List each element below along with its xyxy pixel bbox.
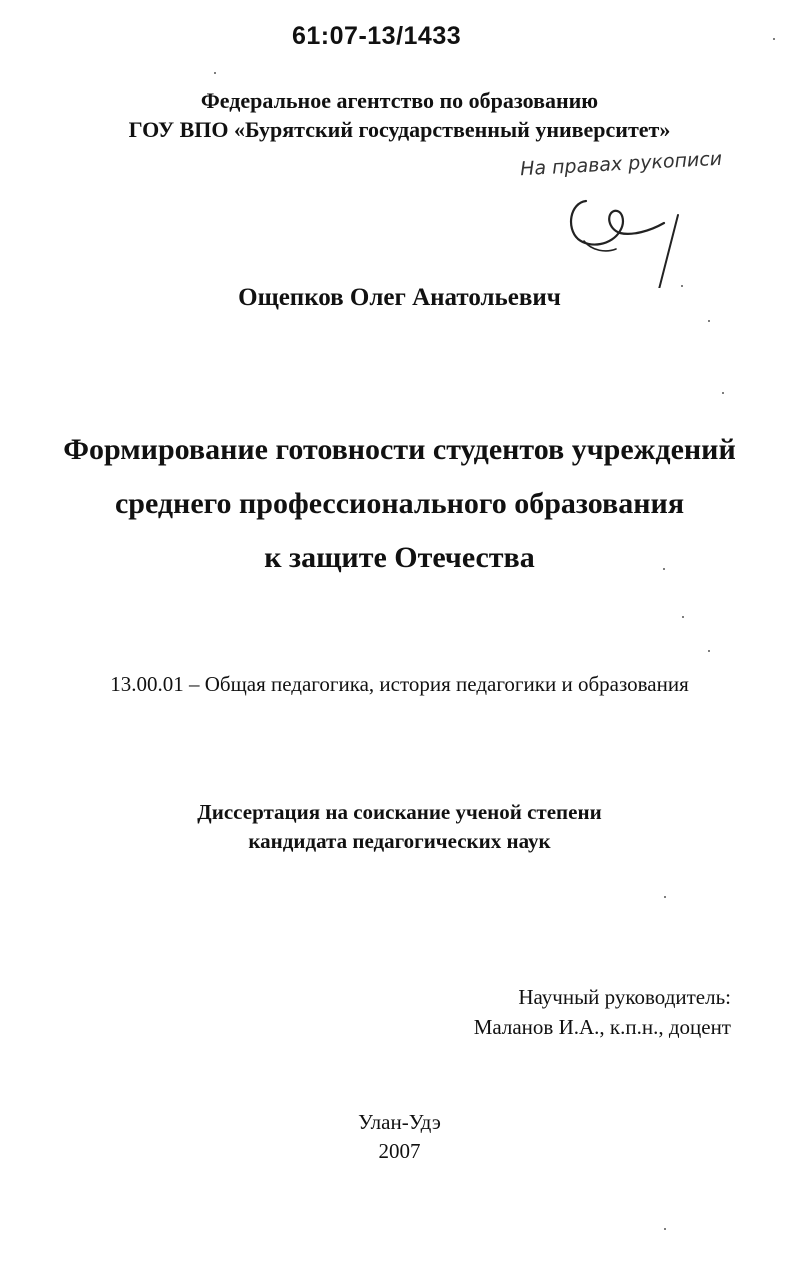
scan-speck bbox=[708, 650, 710, 652]
degree-line-1: Диссертация на соискание ученой степени bbox=[197, 800, 602, 824]
place-and-year bbox=[0, 1108, 799, 1166]
agency-header bbox=[0, 86, 799, 144]
year: 2007 bbox=[378, 1139, 421, 1163]
dissertation-title bbox=[0, 423, 799, 585]
registry-number: 61:07-13/1433 bbox=[292, 22, 462, 50]
scan-speck bbox=[681, 285, 683, 287]
scan-speck bbox=[214, 72, 216, 74]
degree-statement bbox=[0, 798, 799, 856]
city: Улан-Удэ bbox=[358, 1110, 441, 1134]
author-name: Ощепков Олег Анатольевич bbox=[238, 284, 561, 311]
title-line-1: Формирование готовности студентов учреждений bbox=[63, 433, 736, 466]
specialty-code: 13.00.01 – Общая педагогика, история педагогики и образования bbox=[110, 672, 689, 696]
degree-line-2: кандидата педагогических наук bbox=[248, 829, 551, 853]
scan-speck bbox=[708, 320, 710, 322]
scan-speck bbox=[722, 392, 724, 394]
agency-line-1: Федеральное агентство по образованию bbox=[200, 88, 599, 113]
scientific-advisor bbox=[474, 982, 731, 1042]
signature-icon bbox=[560, 173, 690, 288]
scan-speck bbox=[663, 568, 665, 570]
agency-line-2: ГОУ ВПО «Бурятский государственный университет» bbox=[128, 117, 671, 142]
title-line-3: к защите Отечества bbox=[264, 541, 535, 574]
scan-speck bbox=[664, 1228, 666, 1230]
title-line-2: среднего профессионального образования bbox=[114, 487, 685, 520]
advisor-label: Научный руководитель: bbox=[518, 985, 731, 1009]
scan-speck bbox=[664, 896, 666, 898]
handwritten-note: На правах рукописи bbox=[519, 147, 723, 181]
handwritten-annotation bbox=[519, 147, 750, 293]
advisor-name: Маланов И.А., к.п.н., доцент bbox=[473, 1015, 731, 1039]
scan-speck bbox=[682, 616, 684, 618]
scan-speck bbox=[773, 38, 775, 40]
